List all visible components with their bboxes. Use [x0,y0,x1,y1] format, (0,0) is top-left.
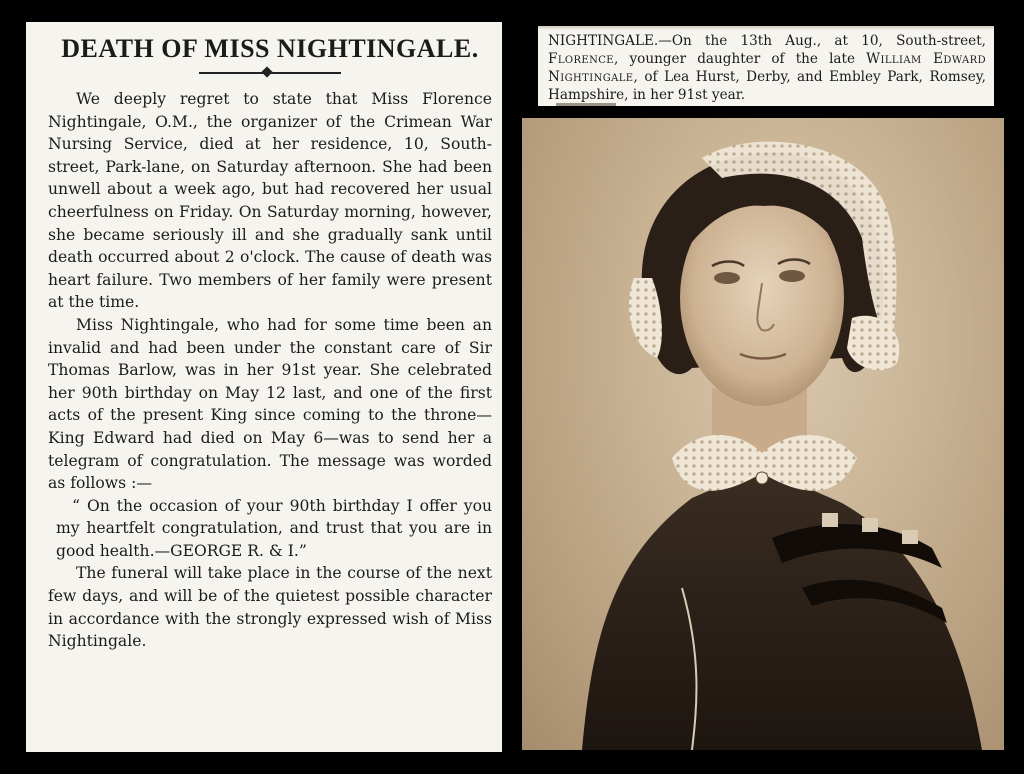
article-paragraph: The funeral will take place in the course of the next few days, and will be of the quietest possible character in accordance with the strongly expressed wish of Miss Nightingale. [48,564,492,651]
notice-father: William Edward Nightingale [548,51,987,85]
portrait-illustration [522,118,1004,750]
brooch [756,472,768,484]
death-notice-clipping [538,26,994,106]
article-body [48,88,492,653]
dress-highlight [902,530,918,544]
notice-name: Florence [548,51,615,67]
clipping-edge [538,26,994,30]
portrait-photo [522,118,1004,750]
article-paragraph: We deeply regret to state that Miss Florence Nightingale, O.M., the organizer of the Crimean War Nursing Service, died at her residence, 10, South-street, Park-lane, on Saturday afternoon. She had been unwell about a week ago, but had recovered her usual cheerfulness on Friday. On Saturday morning, however, she became seriously ill and she gradually sank until death occurred about 2 o'clock. The cause of death was heart failure. Two members of her family were present at the time. [48,90,492,312]
article-clipping [26,22,502,752]
clipping-edge-bottom [556,103,616,106]
notice-middle: , younger daughter of the late [614,51,867,67]
telegram-quote: “ On the occasion of your 90th birthday I offer you my heartfelt congratulation, and trust that you are in good health.—GEORGE R. & I.” [56,496,492,560]
right-eye [779,270,805,282]
headline-rule [199,72,341,74]
article-headline: DEATH OF MISS NIGHTINGALE. [61,34,479,63]
dress-highlight [862,518,878,532]
dress-highlight [822,513,838,527]
left-eye [714,272,740,284]
notice-lead: NIGHTINGALE.—On the 13th Aug., at 10, South-street, [548,33,986,49]
death-notice [548,32,986,104]
rule-diamond [261,66,272,77]
article-paragraph: Miss Nightingale, who had for some time been an invalid and had been under the constant care of Sir Thomas Barlow, was in her 91st year. She celebrated her 90th birthday on May 12 last, and one of the first acts of the present King since coming to the throne—King Edward had died on May 6—was to send her a telegram of congratulation. The message was worded as follows :— [48,315,492,493]
notice-tail: , of Lea Hurst, Derby, and Embley Park, Romsey, Hampshire, in her 91st year. [548,69,986,103]
